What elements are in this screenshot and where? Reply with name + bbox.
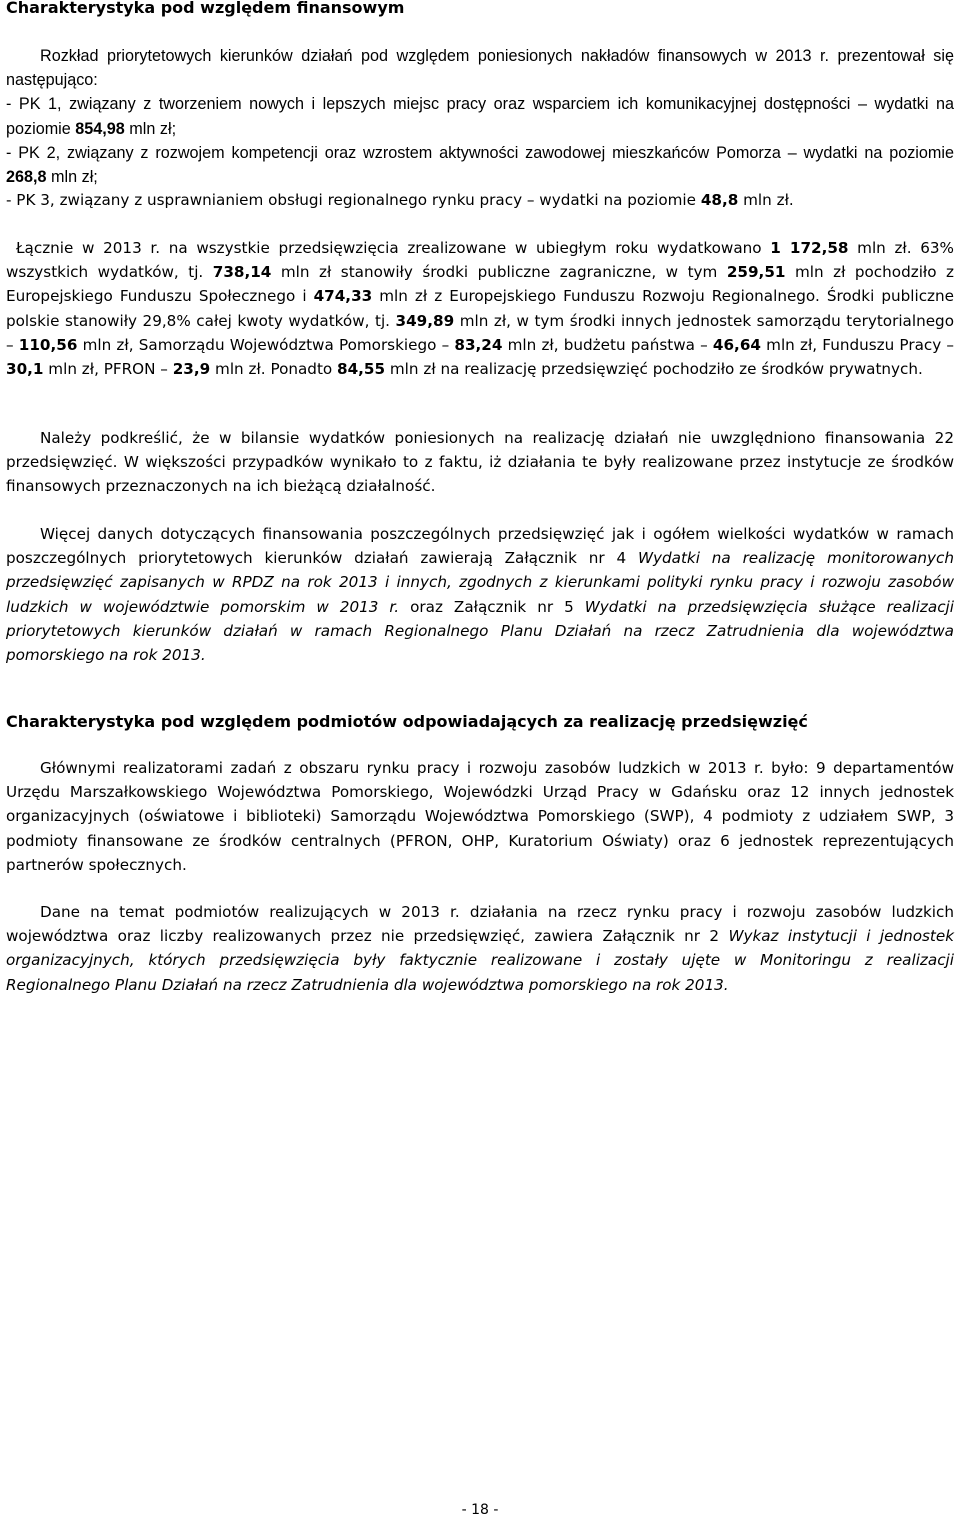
state-budget-amount: 46,64 — [712, 335, 761, 354]
total-t7: mln zł, Samorządu Województwa Pomorskiego – — [77, 335, 455, 354]
total-amount: 1 172,58 — [770, 239, 849, 257]
more-t2: oraz Załącznik nr 5 — [399, 597, 585, 616]
total-t11: mln zł. Ponadto — [210, 360, 338, 379]
note-paragraph — [6, 426, 954, 499]
total-t3: mln zł stanowiły środki publiczne zagraniczne, w tym — [271, 263, 727, 282]
more-data-text — [6, 522, 954, 667]
pk1-text: - PK 1, związany z tworzeniem nowych i lepszych miejsc pracy oraz wsparciem ich komunikacyjnej dostępności – wydatki na poziomie — [6, 95, 954, 138]
annex-5-title: Wydatki na przedsięwzięcia służące realizacji priorytetowych kierunków działań w ramach Regionalnego Planu Działań na rzecz Zatrudnienia dla województwa pomorskiego na rok 2013. — [6, 597, 954, 665]
total-t1: Łącznie w 2013 r. na wszystkie przedsięwzięcia zrealizowane w ubiegłym roku wydatkowano — [16, 239, 771, 257]
pk3-text: - PK 3, związany z usprawnianiem obsługi regionalnego rynku pracy – wydatki na poziomie — [6, 191, 701, 209]
more-t1: Więcej danych dotyczących finansowania poszczególnych przedsięwzięć jak i ogółem wielkości wydatków w ramach poszczególnych priorytetowych kierunków działań zawierają Załącznik nr 4 — [6, 525, 954, 568]
pk3-item — [6, 188, 954, 212]
note-text: Należy podkreślić, że w bilansie wydatków poniesionych na realizację działań nie uwzględniono finansowania 22 przedsięwzięć. W większości przypadków wynikało to z faktu, iż działania te były realizowane przez instytucje ze środków finansowych przeznaczonych na ich bieżącą działalność. — [6, 429, 954, 496]
foreign-funds-amount: 738,14 — [212, 263, 272, 282]
entities-t1: Dane na temat podmiotów realizujących w 2013 r. działania na rzecz rynku pracy i rozwoju zasobów ludzkich województwa oraz liczby realizowanych przez nie przedsięwzięć, zawiera Załącznik nr 2 — [6, 903, 954, 946]
total-spending-paragraph — [6, 236, 954, 381]
pfron-amount: 23,9 — [172, 360, 211, 379]
total-t2: mln zł. 63% wszystkich wydatków, tj. — [6, 239, 954, 282]
total-t10: mln zł, PFRON – — [43, 360, 173, 379]
pk2-amount: 268,8 — [6, 168, 47, 187]
financial-priorities-block — [6, 44, 954, 189]
pk2-item — [6, 141, 954, 189]
pk3-unit: mln zł. — [738, 191, 794, 209]
total-t5: mln zł z Europejskiego Funduszu Rozwoju Regionalnego. Środki publiczne polskie stanowiły 29,8% całej kwoty wydatków, tj. — [6, 287, 954, 330]
pk2-text: - PK 2, związany z rozwojem kompetencji oraz wzrostem aktywności zawodowej mieszkańców Pomorza – wydatki na poziomie — [6, 143, 954, 162]
main-entities-paragraph — [6, 756, 954, 877]
pk1-unit: mln zł; — [124, 119, 177, 138]
labour-fund-amount: 30,1 — [6, 360, 44, 379]
total-t9: mln zł, Funduszu Pracy – — [760, 335, 955, 354]
pk3-amount: 48,8 — [700, 191, 739, 209]
intro-paragraph: Rozkład priorytetowych kierunków działań pod względem poniesionych nakładów finansowych w 2013 r. prezentował się następująco: — [6, 47, 954, 90]
total-t12: mln zł na realizację przedsięwzięć pochodziło ze środków prywatnych. — [385, 360, 923, 379]
total-t4: mln zł pochodziło z Europejskiego Funduszu Społecznego i — [6, 263, 954, 306]
annex-2-title: Wykaz instytucji i jednostek organizacyjnych, których przedsięwzięcia były faktycznie realizowane i zostały ujęte w Monitoringu z realizacji Regionalnego Planu Działań na rzecz Zatrudnienia dla województwa pomorskiego na rok 2013. — [6, 927, 954, 994]
pk1-amount: 854,98 — [75, 119, 125, 138]
total-t8: mln zł, budżetu państwa – — [502, 335, 713, 354]
total-text — [6, 236, 954, 381]
private-funds-amount: 84,55 — [337, 360, 386, 379]
section-heading-financial: Charakterystyka pod względem finansowym — [6, 0, 405, 17]
swp-amount: 83,24 — [454, 335, 503, 354]
annex-4-title: Wydatki na realizację monitorowanych przedsięwzięć zapisanych w RPDZ na rok 2013 i innych, zgodnych z kierunkami polityki rynku pracy i rozwoju zasobów ludzkich w województwie pomorskim w 2013 r. — [6, 549, 954, 616]
polish-funds-amount: 349,89 — [395, 311, 455, 330]
pk3-block — [6, 188, 954, 212]
pk2-unit: mln zł; — [46, 168, 98, 187]
section-heading-entities: Charakterystyka pod względem podmiotów odpowiadających za realizację przedsięwzięć — [6, 712, 808, 731]
efs-amount: 259,51 — [726, 263, 786, 282]
more-data-paragraph — [6, 522, 954, 667]
entities-data-paragraph — [6, 900, 954, 997]
entities-text: Głównymi realizatorami zadań z obszaru rynku pracy i rozwoju zasobów ludzkich w 2013 r. było: 9 departamentów Urzędu Marszałkowskiego Województwa Pomorskiego, Wojewódzki Urząd Pracy w Gdańsku oraz 12 innych jednostek organizacyjnych (oświatowe i biblioteki) Samorządu Województwa Pomorskiego (SWP), 4 podmioty z udziałem SWP, 3 podmioty finansowane ze środków centralnych (PFRON, OHP, Kuratorium Oświaty) oraz 6 jednostek reprezentujących partnerów społecznych. — [6, 759, 954, 874]
pk1-item — [6, 92, 954, 140]
efrr-amount: 474,33 — [313, 287, 373, 306]
entities-data-text — [6, 900, 954, 997]
page-number: - 18 - — [461, 1502, 499, 1518]
local-gov-amount: 110,56 — [18, 335, 78, 354]
total-t6: mln zł, w tym środki innych jednostek samorządu terytorialnego – — [6, 311, 954, 354]
